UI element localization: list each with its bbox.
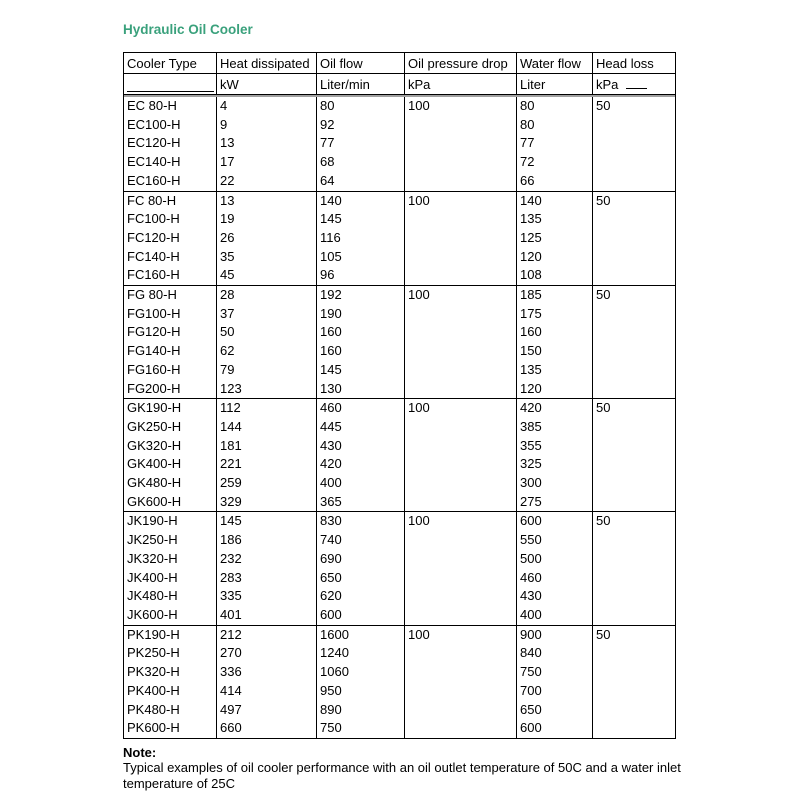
- table-cell: FC160-H: [123, 266, 216, 286]
- table-row: [123, 266, 676, 286]
- table-cell: 355: [516, 437, 592, 456]
- table-cell: 80: [316, 97, 404, 116]
- table-header-row: [123, 52, 676, 74]
- table-cell: 890: [316, 701, 404, 720]
- table-cell: 125: [516, 229, 592, 248]
- table-cell: 13: [216, 134, 316, 153]
- table-cell: [404, 248, 516, 267]
- table-cell: 221: [216, 455, 316, 474]
- table-cell: 430: [316, 437, 404, 456]
- column-header-heat-dissipated: Heat dissipated: [216, 52, 316, 74]
- table-cell: 108: [516, 266, 592, 286]
- table-cell: 68: [316, 153, 404, 172]
- table-row: [123, 626, 676, 645]
- table-cell: 4: [216, 97, 316, 116]
- table-cell: [404, 663, 516, 682]
- table-cell: 414: [216, 682, 316, 701]
- table-cell: 335: [216, 587, 316, 606]
- table-cell: FC 80-H: [123, 192, 216, 211]
- table-cell: 460: [316, 399, 404, 418]
- table-cell: JK600-H: [123, 606, 216, 626]
- table-cell: [404, 719, 516, 739]
- page-title: Hydraulic Oil Cooler: [123, 22, 253, 37]
- table-cell: [404, 437, 516, 456]
- table-cell: 185: [516, 286, 592, 305]
- table-cell: 28: [216, 286, 316, 305]
- table-header: [123, 52, 676, 95]
- table-cell: 690: [316, 550, 404, 569]
- column-header-oil-flow: Oil flow: [316, 52, 404, 74]
- table-cell: 650: [516, 701, 592, 720]
- table-cell: 830: [316, 512, 404, 531]
- table-row: [123, 663, 676, 682]
- unit-header-kpa-head-label: kPa: [596, 77, 619, 92]
- table-cell: 140: [516, 192, 592, 211]
- table-row: [123, 644, 676, 663]
- table-cell: [592, 229, 676, 248]
- table-cell: 740: [316, 531, 404, 550]
- table-cell: 175: [516, 305, 592, 324]
- table-cell: 550: [516, 531, 592, 550]
- underline-segment: [626, 76, 647, 89]
- table-cell: 50: [592, 192, 676, 211]
- table-row: [123, 210, 676, 229]
- table-cell: 1240: [316, 644, 404, 663]
- table-cell: GK400-H: [123, 455, 216, 474]
- table-cell: 660: [216, 719, 316, 739]
- table-cell: 1600: [316, 626, 404, 645]
- table-row: [123, 587, 676, 606]
- table-row: [123, 437, 676, 456]
- table-cell: 145: [316, 210, 404, 229]
- table-cell: 80: [516, 116, 592, 135]
- table-cell: GK320-H: [123, 437, 216, 456]
- table-cell: [404, 210, 516, 229]
- table-cell: 190: [316, 305, 404, 324]
- table-cell: 123: [216, 380, 316, 400]
- table-row: [123, 116, 676, 135]
- table-cell: GK250-H: [123, 418, 216, 437]
- table-row: [123, 323, 676, 342]
- table-cell: 116: [316, 229, 404, 248]
- table-cell: EC120-H: [123, 134, 216, 153]
- table-cell: [592, 587, 676, 606]
- table-cell: 181: [216, 437, 316, 456]
- table-cell: [592, 701, 676, 720]
- table-cell: 232: [216, 550, 316, 569]
- table-cell: 430: [516, 587, 592, 606]
- table-cell: PK400-H: [123, 682, 216, 701]
- table-cell: [404, 342, 516, 361]
- table-row: [123, 550, 676, 569]
- table-cell: [404, 172, 516, 192]
- table-cell: [404, 134, 516, 153]
- table-cell: 112: [216, 399, 316, 418]
- table-cell: [592, 682, 676, 701]
- table-cell: [404, 493, 516, 513]
- table-cell: 445: [316, 418, 404, 437]
- table-cell: 100: [404, 97, 516, 116]
- table-row: [123, 305, 676, 324]
- table-cell: [404, 266, 516, 286]
- table-cell: [592, 569, 676, 588]
- table-cell: 620: [316, 587, 404, 606]
- unit-header-kw: kW: [216, 74, 316, 95]
- table-cell: 401: [216, 606, 316, 626]
- table-cell: 186: [216, 531, 316, 550]
- table-cell: GK480-H: [123, 474, 216, 493]
- table-cell: 130: [316, 380, 404, 400]
- table-cell: 400: [516, 606, 592, 626]
- table-cell: 600: [316, 606, 404, 626]
- table-cell: JK320-H: [123, 550, 216, 569]
- table-cell: 45: [216, 266, 316, 286]
- table-row: [123, 380, 676, 400]
- table-cell: 160: [316, 342, 404, 361]
- table-cell: GK600-H: [123, 493, 216, 513]
- table-cell: 650: [316, 569, 404, 588]
- table-cell: 420: [516, 399, 592, 418]
- table-cell: 365: [316, 493, 404, 513]
- table-cell: [404, 418, 516, 437]
- table-body: [123, 95, 676, 739]
- table-cell: 600: [516, 719, 592, 739]
- table-cell: 140: [316, 192, 404, 211]
- table-cell: 50: [216, 323, 316, 342]
- table-cell: 62: [216, 342, 316, 361]
- table-cell: EC140-H: [123, 153, 216, 172]
- table-cell: 50: [592, 97, 676, 116]
- table-cell: 72: [516, 153, 592, 172]
- unit-header-liter: Liter: [516, 74, 592, 95]
- table-cell: EC100-H: [123, 116, 216, 135]
- table-cell: [404, 323, 516, 342]
- table-cell: [592, 531, 676, 550]
- table-cell: FG120-H: [123, 323, 216, 342]
- table-cell: [592, 172, 676, 192]
- table-cell: [404, 229, 516, 248]
- table-cell: 497: [216, 701, 316, 720]
- table-row: [123, 248, 676, 267]
- table-cell: [592, 153, 676, 172]
- table-cell: PK190-H: [123, 626, 216, 645]
- table-cell: [592, 606, 676, 626]
- table-cell: 160: [316, 323, 404, 342]
- unit-header-kpa-head: [592, 74, 676, 95]
- table-cell: [592, 266, 676, 286]
- table-cell: 77: [516, 134, 592, 153]
- table-cell: [592, 644, 676, 663]
- table-cell: FG160-H: [123, 361, 216, 380]
- table-cell: FG 80-H: [123, 286, 216, 305]
- table-cell: 145: [316, 361, 404, 380]
- table-cell: 212: [216, 626, 316, 645]
- note-label: Note:: [123, 744, 157, 760]
- table-cell: [404, 701, 516, 720]
- table-cell: 100: [404, 512, 516, 531]
- table-cell: [404, 550, 516, 569]
- table-cell: 750: [316, 719, 404, 739]
- table-cell: 160: [516, 323, 592, 342]
- table-cell: [404, 644, 516, 663]
- table-cell: 385: [516, 418, 592, 437]
- table-cell: 144: [216, 418, 316, 437]
- table-cell: [592, 380, 676, 400]
- table-cell: [592, 116, 676, 135]
- table-row: [123, 399, 676, 418]
- table-row: [123, 153, 676, 172]
- table-row: [123, 229, 676, 248]
- table-cell: [592, 361, 676, 380]
- table-cell: PK600-H: [123, 719, 216, 739]
- table-cell: [404, 682, 516, 701]
- table-cell: [592, 663, 676, 682]
- table-cell: 700: [516, 682, 592, 701]
- table-cell: 120: [516, 248, 592, 267]
- table-cell: 105: [316, 248, 404, 267]
- table-cell: [404, 474, 516, 493]
- table-row: [123, 361, 676, 380]
- table-cell: [404, 569, 516, 588]
- table-cell: 460: [516, 569, 592, 588]
- table-cell: [404, 455, 516, 474]
- table-cell: FG140-H: [123, 342, 216, 361]
- table-cell: 37: [216, 305, 316, 324]
- column-header-cooler-type: Cooler Type: [123, 52, 216, 74]
- blank-underline: [127, 76, 214, 92]
- table-cell: 750: [516, 663, 592, 682]
- table-cell: JK190-H: [123, 512, 216, 531]
- table-cell: [404, 361, 516, 380]
- table-units-row: [123, 74, 676, 95]
- table-cell: [592, 719, 676, 739]
- table-cell: 50: [592, 626, 676, 645]
- table-cell: [404, 305, 516, 324]
- table-cell: 145: [216, 512, 316, 531]
- table-cell: [592, 455, 676, 474]
- table-cell: 79: [216, 361, 316, 380]
- table-cell: 26: [216, 229, 316, 248]
- note: [123, 745, 723, 792]
- table-cell: [592, 210, 676, 229]
- table-row: [123, 512, 676, 531]
- table-cell: 9: [216, 116, 316, 135]
- unit-header-liter-min: Liter/min: [316, 74, 404, 95]
- table-cell: PK250-H: [123, 644, 216, 663]
- unit-header-kpa-oil: kPa: [404, 74, 516, 95]
- table-cell: 300: [516, 474, 592, 493]
- table-cell: 950: [316, 682, 404, 701]
- table-cell: 50: [592, 512, 676, 531]
- table-cell: 80: [516, 97, 592, 116]
- table-row: [123, 569, 676, 588]
- table-row: [123, 134, 676, 153]
- table-cell: EC 80-H: [123, 97, 216, 116]
- table-cell: [404, 606, 516, 626]
- table-cell: 77: [316, 134, 404, 153]
- table-cell: 96: [316, 266, 404, 286]
- table-cell: 283: [216, 569, 316, 588]
- table-cell: [592, 305, 676, 324]
- table-cell: 22: [216, 172, 316, 192]
- table-cell: GK190-H: [123, 399, 216, 418]
- table-cell: JK250-H: [123, 531, 216, 550]
- table-cell: 259: [216, 474, 316, 493]
- note-line-1: Typical examples of oil cooler performance with an oil outlet temperature of 50C and a water inlet: [123, 760, 681, 776]
- table-row: [123, 474, 676, 493]
- table-row: [123, 701, 676, 720]
- table-cell: 270: [216, 644, 316, 663]
- table-cell: 325: [516, 455, 592, 474]
- table-cell: 50: [592, 399, 676, 418]
- table-row: [123, 97, 676, 116]
- table-cell: [592, 134, 676, 153]
- table-row: [123, 682, 676, 701]
- table-cell: PK480-H: [123, 701, 216, 720]
- table-cell: PK320-H: [123, 663, 216, 682]
- table-row: [123, 418, 676, 437]
- table-cell: 100: [404, 626, 516, 645]
- table-cell: 500: [516, 550, 592, 569]
- table-cell: [592, 248, 676, 267]
- table-cell: 400: [316, 474, 404, 493]
- cooler-spec-table: [123, 52, 676, 739]
- table-cell: 336: [216, 663, 316, 682]
- table-row: [123, 493, 676, 513]
- table-cell: FC120-H: [123, 229, 216, 248]
- table-cell: 100: [404, 399, 516, 418]
- content-area: [123, 22, 763, 791]
- table-cell: 19: [216, 210, 316, 229]
- table-cell: EC160-H: [123, 172, 216, 192]
- unit-header-blank: [123, 74, 216, 95]
- table-row: [123, 286, 676, 305]
- table-cell: 900: [516, 626, 592, 645]
- table-cell: 420: [316, 455, 404, 474]
- table-cell: FG100-H: [123, 305, 216, 324]
- table-cell: [592, 342, 676, 361]
- table-cell: 150: [516, 342, 592, 361]
- table-cell: JK480-H: [123, 587, 216, 606]
- table-cell: [404, 153, 516, 172]
- table-row: [123, 172, 676, 192]
- table-cell: FC140-H: [123, 248, 216, 267]
- table-cell: 329: [216, 493, 316, 513]
- column-header-water-flow: Water flow: [516, 52, 592, 74]
- table-cell: 66: [516, 172, 592, 192]
- table-cell: [592, 474, 676, 493]
- table-cell: 600: [516, 512, 592, 531]
- table-cell: [404, 116, 516, 135]
- table-cell: [592, 493, 676, 513]
- column-header-oil-pressure-drop: Oil pressure drop: [404, 52, 516, 74]
- table-cell: [404, 587, 516, 606]
- table-cell: FC100-H: [123, 210, 216, 229]
- column-header-head-loss: Head loss: [592, 52, 676, 74]
- table-cell: 840: [516, 644, 592, 663]
- table-cell: [592, 418, 676, 437]
- table-row: [123, 192, 676, 211]
- table-row: [123, 531, 676, 550]
- table-cell: [592, 323, 676, 342]
- table-row: [123, 342, 676, 361]
- table-row: [123, 455, 676, 474]
- table-cell: [404, 380, 516, 400]
- table-cell: 120: [516, 380, 592, 400]
- table-cell: 192: [316, 286, 404, 305]
- table-cell: 100: [404, 286, 516, 305]
- table-cell: JK400-H: [123, 569, 216, 588]
- table-cell: 1060: [316, 663, 404, 682]
- table-cell: [592, 437, 676, 456]
- table-cell: 64: [316, 172, 404, 192]
- table-cell: 35: [216, 248, 316, 267]
- table-cell: 92: [316, 116, 404, 135]
- table-row: [123, 606, 676, 626]
- table-cell: 17: [216, 153, 316, 172]
- table-row: [123, 719, 676, 739]
- table-cell: [592, 550, 676, 569]
- table-cell: 50: [592, 286, 676, 305]
- table-cell: 135: [516, 210, 592, 229]
- table-cell: [404, 531, 516, 550]
- table-cell: 275: [516, 493, 592, 513]
- table-cell: 135: [516, 361, 592, 380]
- table-cell: 13: [216, 192, 316, 211]
- table-cell: FG200-H: [123, 380, 216, 400]
- note-line-2: temperature of 25C: [123, 775, 236, 791]
- table-cell: 100: [404, 192, 516, 211]
